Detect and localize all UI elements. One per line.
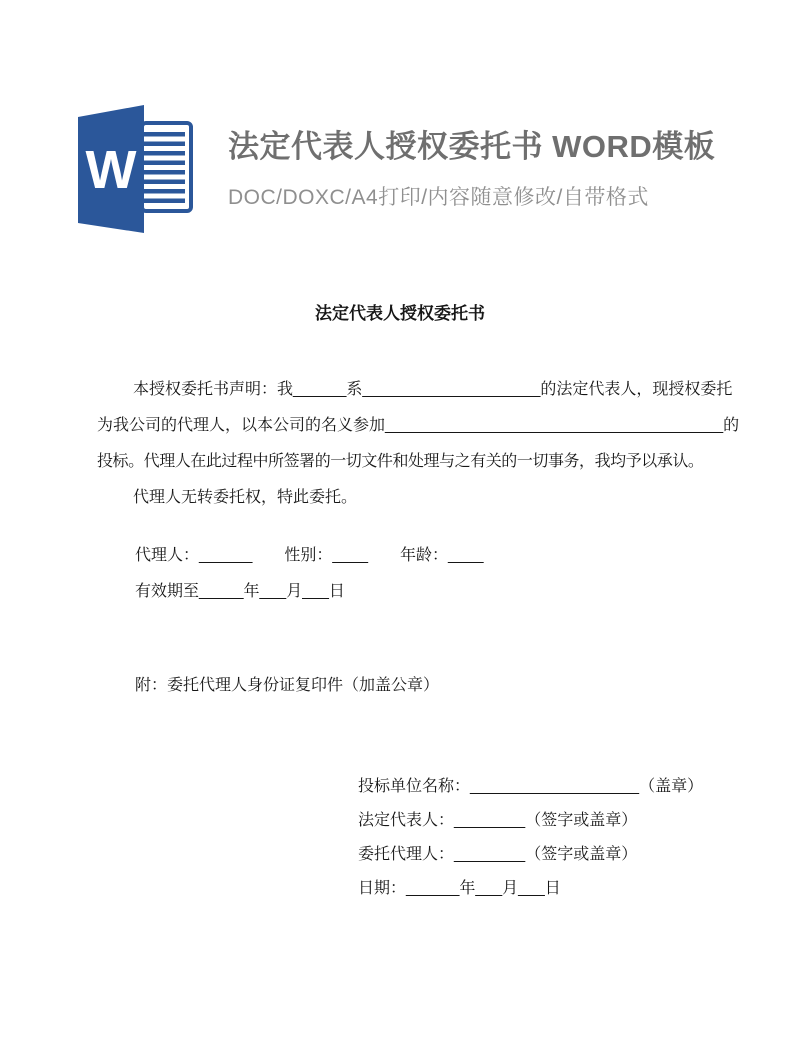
attachment-block bbox=[97, 668, 707, 704]
signature-date-line: 日期：______年___月___日 bbox=[358, 880, 561, 897]
paragraph-line-2: 为我公司的代理人，以本公司的名义参加______________________________________的 bbox=[97, 417, 740, 434]
signature-company-line: 投标单位名称：___________________（盖章） bbox=[358, 778, 704, 795]
word-icon-letter: W bbox=[85, 140, 137, 200]
paragraph-line-3: 投标。代理人在此过程中所签署的一切文件和处理与之有关的一切事务，我均予以承认。 bbox=[97, 453, 704, 470]
agent-info-line: 代理人：______ 性别：____ 年龄：____ bbox=[135, 547, 484, 564]
word-icon bbox=[74, 104, 199, 234]
main-paragraph bbox=[97, 372, 740, 516]
agent-fields-block bbox=[97, 538, 707, 610]
page-title: 法定代表人授权委托书 WORD模板 bbox=[228, 129, 716, 164]
paragraph-line-4: 代理人无转委托权，特此委托。 bbox=[133, 489, 358, 506]
page-subtitle: DOC/DOXC/A4打印/内容随意修改/自带格式 bbox=[228, 186, 649, 209]
signature-legal-rep-line: 法定代表人：________（签字或盖章） bbox=[358, 812, 638, 829]
validity-line: 有效期至_____年___月___日 bbox=[135, 583, 345, 600]
attachment-line: 附：委托代理人身份证复印件（加盖公章） bbox=[135, 677, 440, 694]
document-title: 法定代表人授权委托书 bbox=[315, 304, 485, 323]
header-text-block bbox=[228, 127, 715, 211]
signature-block bbox=[358, 770, 703, 906]
signature-agent-line: 委托代理人：________（签字或盖章） bbox=[358, 846, 638, 863]
paragraph-line-1: 本授权委托书声明：我______系____________________的法定代表人，现授权委托 bbox=[133, 381, 733, 398]
